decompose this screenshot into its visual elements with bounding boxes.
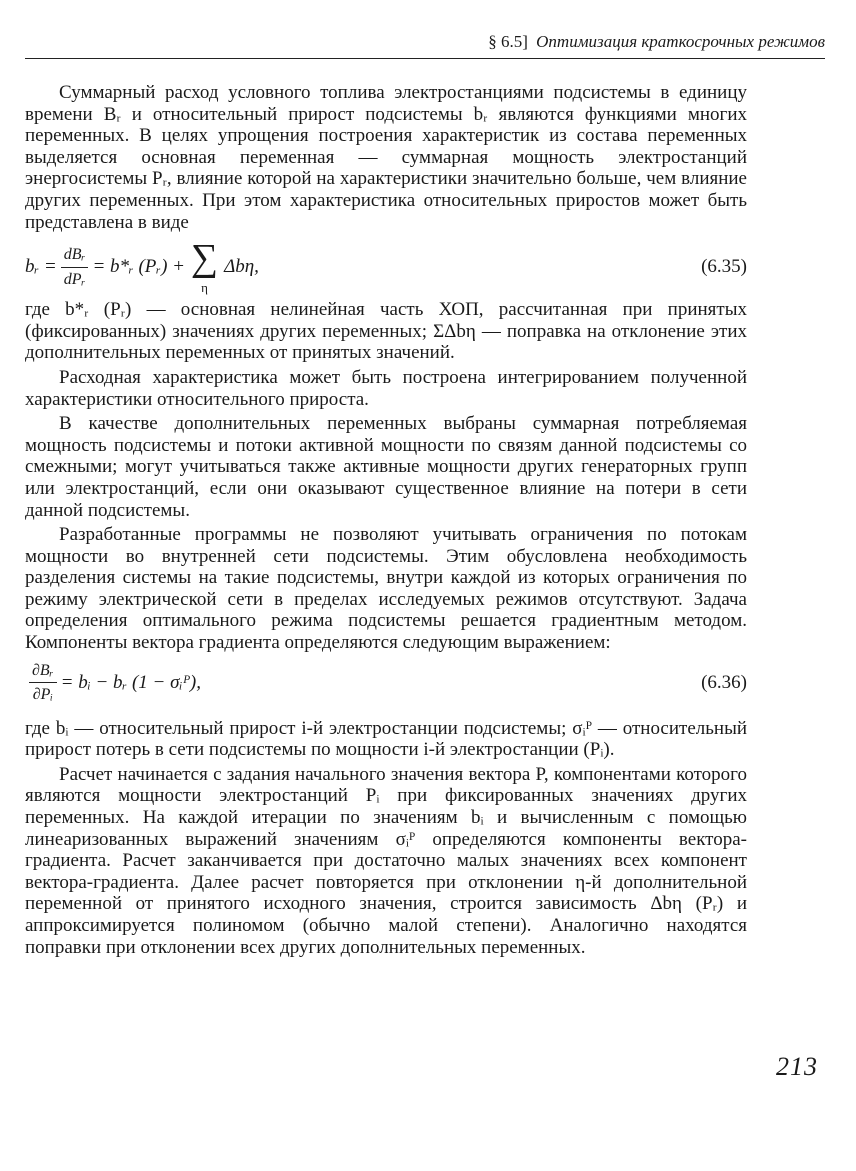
paragraph-3: Расходная характеристика может быть построена интегрированием полученной характеристики относительного прироста. [25,366,747,410]
equation-fraction [29,660,57,706]
paragraph-1: Суммарный расход условного топлива электростанциями подсистемы в единицу времени Bᵣ и относительный прирост подсистемы bᵣ являются функциями многих переменных. В целях упрощения построения характеристик из состава переменных выделяется основная переменная — суммарная мощность электростанций энергосистемы Pᵣ, влияние которой на характеристики значительно больше, чем влияние других переменных. При этом характеристика относительных приростов может быть представлена в виде [25,82,747,233]
equation-number: (6.36) [701,671,747,693]
fraction-numerator: dBᵣ [61,244,89,268]
paragraph-4: В качестве дополнительных переменных выбраны суммарная потребляемая мощность подсистемы и потоки активной мощности по связям данной подсистемы со смежными; могут учитываться также активные мощности других генераторных групп или электростанций, если они оказывают существенное влияние на потери в сети данной подсистемы. [25,413,747,521]
page-number: 213 [776,1052,818,1081]
equation-6-36 [25,658,747,708]
section-title: Оптимизация краткосрочных режимов [536,32,825,51]
paragraph-5: Разработанные программы не позволяют учитывать ограничения по потокам мощности во внутренней сети подсистемы. Этим обусловлена необходимость разделения системы на такие подсистемы, внутри каждой из которых ограничения по режиму электрической сети в пределах исследуемых режимов отсутствуют. Задача определения оптимального режима подсистемы решается градиентным методом. Компоненты вектора градиента определяются следующим выражением: [25,524,747,654]
equation-lhs: bᵣ = [25,256,57,278]
equation-rhs: = bᵢ − bᵣ (1 − σᵢᴾ), [60,671,201,693]
equation-number: (6.35) [701,256,747,278]
section-number: § 6.5] [488,32,528,51]
paragraph-7: Расчет начинается с задания начального значения вектора P, компонентами которого являются мощности электростанций Pᵢ при фиксированных значениях других переменных. На каждой итерации по значениям bᵢ и вычисленным с помощью линеаризованных выражений значениям σᵢᴾ определяются компоненты вектора-градиента. Расчет заканчивается при достаточно малых значениях всех компонент вектора-градиента. Далее расчет повторяется при отклонении η-й дополнительной переменной от принятого исходного значения, строится зависимость Δbη (Pᵣ) и аппроксимируется полиномом (обычно малой степени). Аналогично находятся поправки при отклонении всех других дополнительных переменных. [25,763,747,958]
equation-body [25,237,259,297]
fraction-denominator: dPᵣ [63,270,86,288]
page-body [25,82,747,958]
summation-sign: ∑ [190,236,219,279]
paragraph-6: где bᵢ — относительный прирост i-й электростанции подсистемы; σᵢᴾ — относительный прирост потерь в сети подсистемы по мощности i-й электростанции (Pᵢ). [25,717,747,761]
equation-6-35 [25,237,747,297]
fraction-numerator: ∂Bᵣ [29,660,57,684]
fraction-denominator: ∂Pᵢ [32,686,53,704]
running-header [25,32,825,52]
paragraph-2: где b*ᵣ (Pᵣ) — основная нелинейная часть ХОП, рассчитанная при принятых (фиксированных) значениях других переменных; ΣΔbη — поправка на отклонение этих дополнительных переменных от принятых значений. [25,299,747,364]
equation-rhs: = b*ᵣ (Pᵣ) + [92,256,185,278]
equation-tail: Δbη, [224,256,259,278]
summation [190,236,219,295]
summation-index: η [201,279,208,295]
header-rule [25,58,825,59]
equation-body [25,658,201,708]
equation-fraction [61,244,89,290]
